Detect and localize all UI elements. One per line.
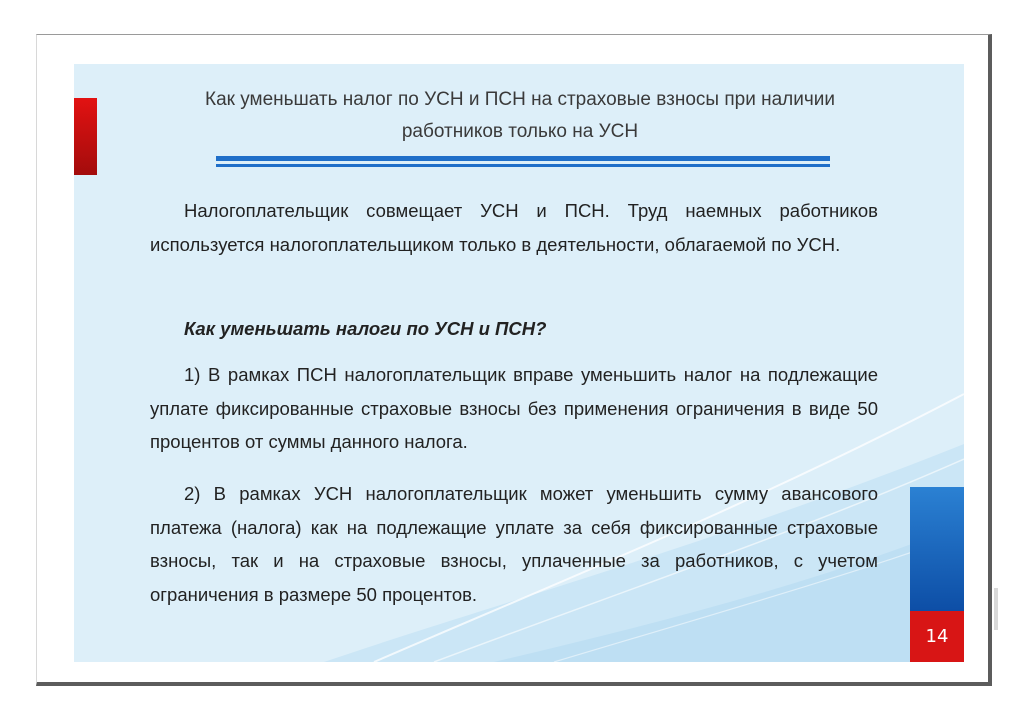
blue-accent-bar bbox=[910, 487, 964, 611]
scroll-edge bbox=[994, 588, 998, 630]
point-one-paragraph: 1) В рамках ПСН налогоплательщик вправе уменьшить налог на подлежащие уплате фиксированные страховые взносы без применения ограничения в виде 50 процентов от суммы данного налога. bbox=[150, 364, 878, 452]
red-accent-bar bbox=[74, 98, 97, 175]
point-two-paragraph: 2) В рамках УСН налогоплательщик может уменьшить сумму авансового платежа (налога) как на подлежащие уплате за себя фиксированные страховые взносы, так и на страховые взносы, уплаченные за работников, с учетом ограничения в размере 50 процентов. bbox=[150, 483, 878, 605]
question-heading: Как уменьшать налоги по УСН и ПСН? bbox=[184, 318, 547, 339]
title-underline-thin bbox=[216, 164, 830, 167]
slide-title: Как уменьшать налог по УСН и ПСН на страховые взносы при наличии работников только на УСН bbox=[205, 89, 835, 142]
title-underline bbox=[216, 156, 830, 161]
intro-paragraph: Налогоплательщик совмещает УСН и ПСН. Труд наемных работников используется налогоплательщиком только в деятельности, облагаемой по УСН. bbox=[150, 200, 878, 255]
page-number: 14 bbox=[910, 611, 964, 662]
